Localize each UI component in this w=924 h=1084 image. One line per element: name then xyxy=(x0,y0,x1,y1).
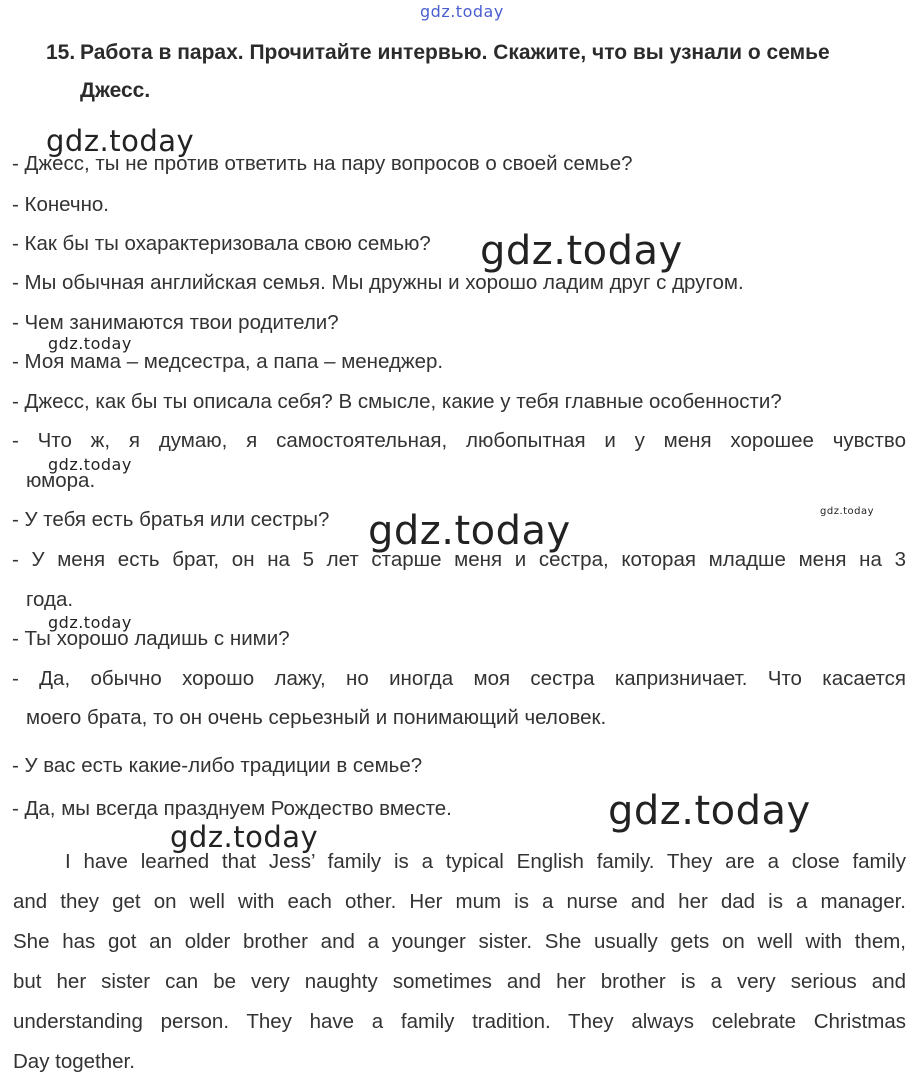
summary-line: She has got an older brother and a younger sister. She usually gets on well with them, xyxy=(13,930,906,953)
dialog-line: - Чем занимаются твои родители? xyxy=(12,311,339,334)
summary-line: but her sister can be very naughty sometimes and her brother is a very serious and xyxy=(13,970,906,993)
watermark: gdz.today xyxy=(368,508,571,554)
summary-line: understanding person. They have a family tradition. They always celebrate Christmas xyxy=(13,1010,906,1033)
watermark: gdz.today xyxy=(48,455,132,474)
dialog-line: - Что ж, я думаю, я самостоятельная, любопытная и у меня хорошее чувство xyxy=(12,429,906,452)
dialog-line: - Да, мы всегда празднуем Рождество вместе. xyxy=(12,797,452,820)
summary-line: and they get on well with each other. Her mum is a nurse and her dad is a manager. xyxy=(13,890,906,913)
dialog-line-continued: года. xyxy=(26,588,74,611)
watermark: gdz.today xyxy=(820,506,875,517)
dialog-line: - Мы обычная английская семья. Мы дружны и хорошо ладим друг с другом. xyxy=(12,271,744,294)
task-heading xyxy=(46,34,916,110)
dialog-line: - Конечно. xyxy=(12,193,110,216)
dialog-line: - Джесс, как бы ты описала себя? В смысле, какие у тебя главные особенности? xyxy=(12,390,782,413)
watermark: gdz.today xyxy=(48,334,132,353)
watermark: gdz.today xyxy=(170,820,319,854)
summary-line: I have learned that Jess’ family is a typical English family. They are a close family xyxy=(65,850,906,873)
dialog-line: - Как бы ты охарактеризовала свою семью? xyxy=(12,232,431,255)
watermark: gdz.today xyxy=(46,124,195,158)
dialog-line: - У вас есть какие-либо традиции в семье? xyxy=(12,754,423,777)
task-text-line1: Работа в парах. Прочитайте интервью. Скажите, что вы узнали о семье xyxy=(80,41,830,64)
dialog-line: - Моя мама – медсестра, а папа – менеджер. xyxy=(12,350,444,373)
watermark: gdz.today xyxy=(608,788,811,834)
dialog-line: - Джесс, ты не против ответить на пару вопросов о своей семье? xyxy=(12,152,633,175)
dialog-line-continued: юмора. xyxy=(26,469,96,492)
dialog-line-continued: моего брата, то он очень серьезный и понимающий человек. xyxy=(26,706,607,729)
task-number: 15. xyxy=(46,41,76,64)
task-text-line2: Джесс. xyxy=(80,79,151,102)
dialog-line: - Да, обычно хорошо лажу, но иногда моя сестра капризничает. Что касается xyxy=(12,667,906,690)
summary-paragraph xyxy=(13,842,906,1082)
watermark: gdz.today xyxy=(48,613,132,632)
dialog-line: - Ты хорошо ладишь с ними? xyxy=(12,627,290,650)
summary-line: Day together. xyxy=(13,1050,135,1073)
dialog-line: - У меня есть брат, он на 5 лет старше меня и сестра, которая младше меня на 3 xyxy=(12,548,906,571)
watermark: gdz.today xyxy=(480,228,683,274)
watermark-top: gdz.today xyxy=(420,2,504,21)
dialog-line: - У тебя есть братья или сестры? xyxy=(12,508,330,531)
